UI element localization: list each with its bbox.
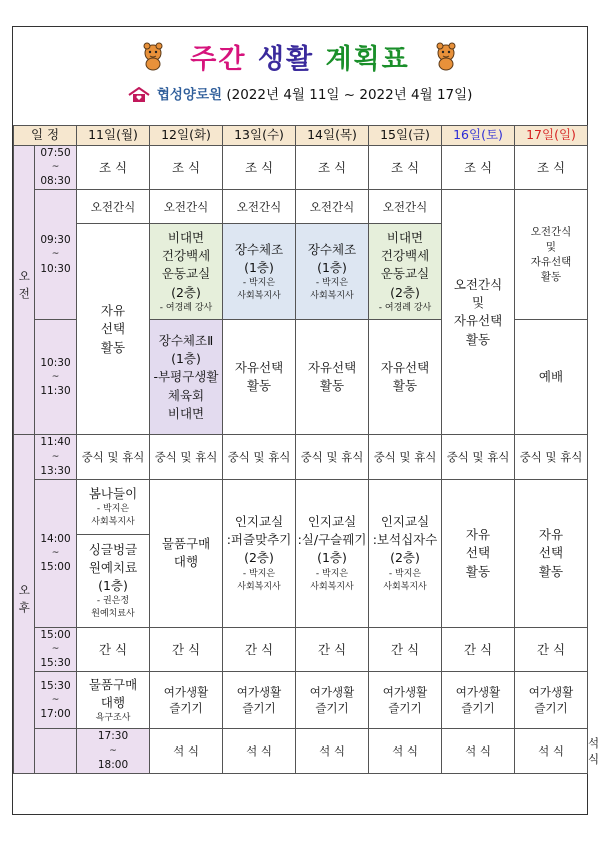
cell-thu-dinner: 석 식	[369, 729, 442, 773]
cell-tue-am2: 장수체조Ⅱ (1층) -부평구생활 체육회 비대면	[150, 320, 223, 435]
cell-sat-am: 오전간식 및 자유선택 활동	[442, 190, 515, 435]
org-name: 협성양로원	[156, 87, 223, 103]
period-label-am: 오전	[14, 146, 35, 435]
schedule-period: (2022년 4월 11일 ~ 2022년 4월 17일)	[226, 87, 473, 103]
title-word-plan: 계획표	[325, 44, 410, 75]
subtitle-row	[13, 83, 587, 103]
cell-fri-breakfast: 조 식	[369, 146, 442, 190]
cell-tue-snack: 간 식	[150, 627, 223, 671]
title-word-weekly: 주간	[190, 44, 247, 75]
cell-fri-lunch: 중식 및 휴식	[369, 435, 442, 479]
col-header-date: 일 정	[14, 126, 77, 146]
cell-sun-lunch: 중식 및 휴식	[515, 435, 588, 479]
cell-wed-snack: 간 식	[223, 627, 296, 671]
cell-sat-lunch: 중식 및 휴식	[442, 435, 515, 479]
cell-fri-am-snack: 오전간식	[369, 190, 442, 224]
col-header-sat: 16일(토)	[442, 126, 515, 146]
cell-sat-leisure: 여가생활 즐기기	[442, 672, 515, 729]
cell-tue-pm: 물품구매 대행	[150, 479, 223, 627]
cell-tue-lunch: 중식 및 휴식	[150, 435, 223, 479]
table-row	[14, 146, 588, 190]
cell-mon-pm-gardening: 싱글벙글 원예치료 (1층) - 권은정 원예치료사	[88, 541, 138, 620]
cell-mon-am: 자유 선택 활동	[77, 224, 150, 435]
cell-thu-am1: 장수체조 (1층) - 박지은 사회복지사	[296, 224, 369, 320]
table-row	[14, 190, 588, 224]
cell-fri-dinner: 석 식	[442, 729, 515, 773]
period-label-pm: 오후	[14, 435, 35, 773]
cell-wed-am1: 장수체조 (1층) - 박지은 사회복지사	[223, 224, 296, 320]
schedule-table	[13, 125, 600, 774]
cell-mon-pm	[77, 479, 150, 627]
title-word-life: 생활	[257, 44, 315, 75]
table-row	[14, 435, 588, 479]
cell-tue-dinner: 석 식	[223, 729, 296, 773]
cell-thu-pm: 인지교실 :실/구슬꿰기 (1층) - 박지은 사회복지사	[296, 479, 369, 627]
time-slot: 15:00 ~ 15:30	[35, 627, 77, 671]
cell-tue-leisure: 여가생활 즐기기	[150, 672, 223, 729]
table-row	[14, 627, 588, 671]
cell-tue-breakfast: 조 식	[150, 146, 223, 190]
cell-thu-lunch: 중식 및 휴식	[296, 435, 369, 479]
cell-thu-leisure: 여가생활 즐기기	[296, 672, 369, 729]
cell-thu-am-snack: 오전간식	[296, 190, 369, 224]
cell-mon-eve: 물품구매 대행 욕구조사	[77, 672, 150, 729]
col-header-wed: 13일(수)	[223, 126, 296, 146]
col-header-thu: 14일(목)	[296, 126, 369, 146]
col-header-tue: 12일(화)	[150, 126, 223, 146]
cell-mon-pm-outing: 봄나들이 - 박지은 사회복지사	[77, 480, 149, 535]
col-header-fri: 15일(금)	[369, 126, 442, 146]
cell-sun-breakfast: 조 식	[515, 146, 588, 190]
cell-wed-lunch: 중식 및 휴식	[223, 435, 296, 479]
table-row	[14, 672, 588, 729]
cell-thu-am2: 자유선택 활동	[296, 320, 369, 435]
cell-wed-leisure: 여가생활 즐기기	[223, 672, 296, 729]
house-logo-icon	[128, 87, 150, 103]
time-slot: 11:40 ~ 13:30	[35, 435, 77, 479]
cell-fri-pm: 인지교실 :보석십자수 (2층) - 박지은 사회복지사	[369, 479, 442, 627]
time-slot: 15:30 ~ 17:00	[35, 672, 77, 729]
cell-thu-breakfast: 조 식	[296, 146, 369, 190]
cell-sun-leisure: 여가생활 즐기기	[515, 672, 588, 729]
cell-fri-leisure: 여가생활 즐기기	[369, 672, 442, 729]
cell-sat-breakfast: 조 식	[442, 146, 515, 190]
title-row	[13, 37, 587, 77]
cell-fri-am2: 자유선택 활동	[369, 320, 442, 435]
cell-tue-am-snack: 오전간식	[150, 190, 223, 224]
cell-thu-snack: 간 식	[296, 627, 369, 671]
cell-fri-snack: 간 식	[369, 627, 442, 671]
tiger-mascot-icon	[431, 41, 461, 71]
schedule-frame	[12, 26, 600, 815]
time-slot: 17:30 ~ 18:00	[77, 729, 150, 773]
tiger-mascot-icon	[138, 41, 168, 71]
cell-fri-am1: 비대면 건강백세 운동교실 (2층) - 여경례 강사	[369, 224, 442, 320]
cell-mon-am-snack: 오전간식	[77, 190, 150, 224]
cell-mon-snack: 간 식	[77, 627, 150, 671]
document-header	[13, 27, 587, 116]
time-slot: 07:50 ~ 08:30	[35, 146, 77, 190]
cell-sun-snack: 간 식	[515, 627, 588, 671]
cell-sun-pm: 자유 선택 활동	[515, 479, 588, 627]
cell-sat-snack: 간 식	[442, 627, 515, 671]
time-slot: 09:30 ~ 10:30	[35, 190, 77, 320]
col-header-sun: 17일(일)	[515, 126, 588, 146]
cell-mon-dinner: 석 식	[150, 729, 223, 773]
cell-wed-breakfast: 조 식	[223, 146, 296, 190]
cell-wed-pm: 인지교실 :퍼즐맞추기 (2층) - 박지은 사회복지사	[223, 479, 296, 627]
period-spacer	[35, 729, 77, 773]
page-title	[190, 37, 409, 76]
cell-wed-dinner: 석 식	[296, 729, 369, 773]
col-header-mon: 11일(월)	[77, 126, 150, 146]
table-row: 17:30 ~ 18:00 석 식 석 식 석 식 석 식 석 식 석 식 석 식	[14, 729, 588, 773]
table-row	[14, 479, 588, 627]
cell-wed-am-snack: 오전간식	[223, 190, 296, 224]
cell-tue-am1: 비대면 건강백세 운동교실 (2층) - 여경례 강사	[150, 224, 223, 320]
cell-mon-lunch: 중식 및 휴식	[77, 435, 150, 479]
table-header-row	[14, 126, 588, 146]
cell-sun-am1: 오전간식 및 자유선택 활동	[515, 190, 588, 320]
time-slot: 14:00 ~ 15:00	[35, 479, 77, 627]
cell-sat-pm: 자유 선택 활동	[442, 479, 515, 627]
cell-sat-dinner: 석 식	[515, 729, 588, 773]
cell-mon-breakfast: 조 식	[77, 146, 150, 190]
time-slot: 10:30 ~ 11:30	[35, 320, 77, 435]
cell-sun-am2: 예배	[515, 320, 588, 435]
cell-wed-am2: 자유선택 활동	[223, 320, 296, 435]
